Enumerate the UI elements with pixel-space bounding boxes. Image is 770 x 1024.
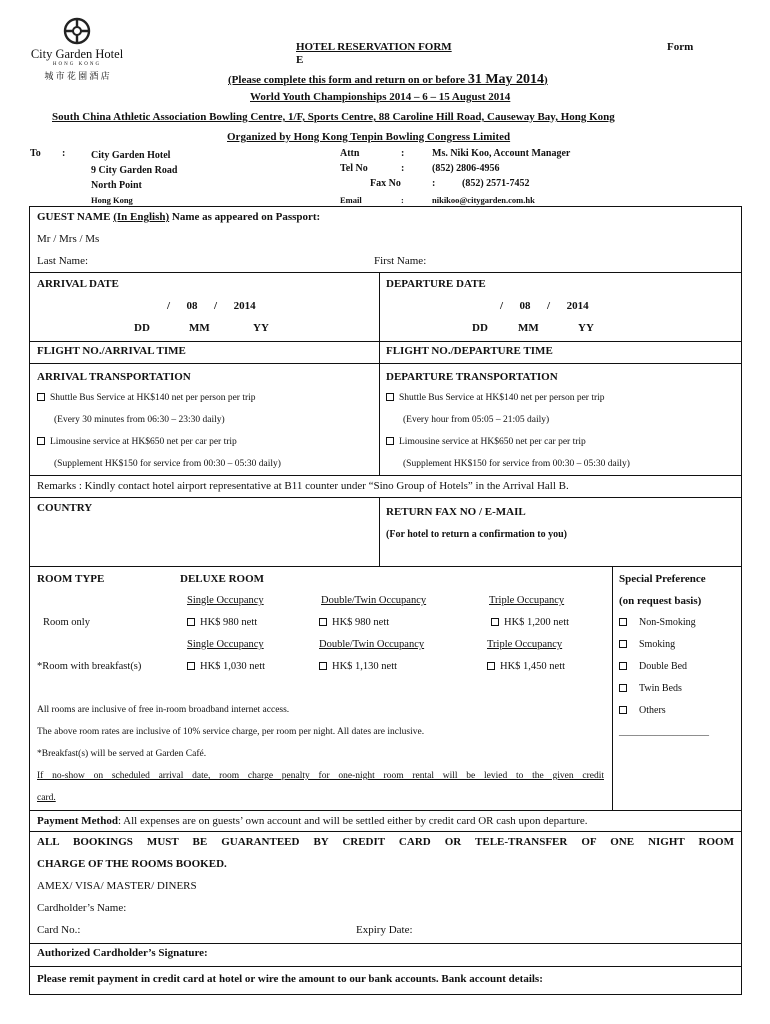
single-occupancy-header: Single Occupancy: [187, 595, 264, 606]
arrival-date-label: ARRIVAL DATE: [37, 278, 119, 290]
instruction-text: (Please complete this form and return on or before: [228, 74, 468, 86]
arrival-shuttle-text: Shuttle Bus Service at HK$140 net per person per trip: [50, 393, 256, 403]
checkbox[interactable]: [619, 706, 627, 714]
email-label: Email: [340, 195, 362, 205]
cardholder-name-field[interactable]: Cardholder’s Name:: [37, 902, 127, 914]
last-name-field[interactable]: Last Name:: [37, 255, 89, 267]
price: HK$ 980 nett: [200, 617, 258, 628]
double-occupancy-header: Double/Twin Occupancy: [321, 595, 427, 606]
price: HK$ 1,030 nett: [200, 661, 266, 672]
address-line: City Garden Hotel: [91, 150, 171, 161]
departure-limo-note: (Supplement HK$150 for service from 00:30 – 05:30 daily): [403, 459, 630, 469]
guest-label-passport: Name as appeared on Passport:: [169, 211, 321, 223]
arrival-mm: MM: [189, 322, 210, 334]
email-colon: :: [401, 195, 404, 205]
room-note: The above room rates are inclusive of 10% service charge, per room per night. All dates are inclusive.: [37, 727, 425, 737]
guarantee-notice-end: CHARGE OF THE ROOMS BOOKED.: [37, 858, 227, 870]
hotel-logo: [22, 16, 132, 86]
room-only-label: Room only: [43, 617, 90, 628]
price: HK$ 1,130 nett: [332, 661, 398, 672]
email-value: nikikoo@citygarden.com.hk: [432, 195, 535, 205]
arrival-limo-note: (Supplement HK$150 for service from 00:30 – 05:30 daily): [54, 459, 281, 469]
remit-instructions: Please remit payment in credit card at hotel or wire the amount to our bank accounts. Bank account details:: [37, 973, 543, 985]
preference-title: Special Preference: [619, 573, 706, 585]
room-note: All rooms are inclusive of free in-room broadband internet access.: [37, 705, 290, 715]
form-title: HOTEL RESERVATION FORM: [296, 41, 452, 53]
tel-label: Tel No: [340, 163, 368, 174]
logo-sub: HONG KONG: [52, 62, 102, 67]
breakfast-label: *Room with breakfast(s): [37, 661, 142, 672]
logo-emblem-icon: [62, 16, 92, 46]
return-fax-note: (For hotel to return a confirmation to you): [386, 529, 567, 540]
arrival-shuttle-note: (Every 30 minutes from 06:30 – 23:30 daily): [54, 415, 225, 425]
price: HK$ 1,450 nett: [500, 661, 566, 672]
attn-label: Attn: [340, 148, 360, 159]
room-note: *Breakfast(s) will be served at Garden Café.: [37, 749, 207, 759]
departure-limo-text: Limousine service at HK$650 net per car per trip: [399, 437, 586, 447]
room-only-double[interactable]: [319, 617, 389, 628]
tel-value: (852) 2806-4956: [432, 163, 500, 174]
deluxe-room-label: DELUXE ROOM: [180, 573, 265, 585]
checkbox[interactable]: [37, 437, 45, 445]
venue: South China Athletic Association Bowling Centre, 1/F, Sports Centre, 88 Caroline Hill Road, Causeway Bay, Hong Kong: [52, 111, 615, 123]
deadline-date: 31 May 2014: [467, 72, 545, 87]
pref-double-bed[interactable]: [619, 661, 687, 672]
pref-non-smoking[interactable]: [619, 617, 696, 628]
form-label: Form: [667, 41, 694, 53]
room-only-single[interactable]: [187, 617, 257, 628]
instruction: [228, 72, 548, 88]
checkbox[interactable]: [491, 618, 499, 626]
checkbox[interactable]: [386, 393, 394, 401]
attn-value: Ms. Niki Koo, Account Manager: [432, 148, 571, 159]
noshow-policy-end: card.: [37, 793, 56, 803]
triple-occupancy-header: Triple Occupancy: [489, 595, 565, 606]
arrival-limo-option[interactable]: [37, 437, 237, 447]
payment-method: [37, 815, 588, 827]
pref-label: Twin Beds: [639, 683, 682, 694]
arrival-dd: DD: [134, 322, 150, 334]
checkbox[interactable]: [319, 618, 327, 626]
organizer: Organized by Hong Kong Tenpin Bowling Congress Limited: [227, 131, 511, 143]
arrival-limo-text: Limousine service at HK$650 net per car per trip: [50, 437, 237, 447]
checkbox[interactable]: [386, 437, 394, 445]
attn-colon: :: [401, 148, 405, 159]
checkbox[interactable]: [319, 662, 327, 670]
checkbox[interactable]: [619, 618, 627, 626]
departure-dd: DD: [472, 322, 488, 334]
address-line: 9 City Garden Road: [91, 165, 178, 176]
arrival-shuttle-option[interactable]: [37, 393, 256, 403]
pref-others-blank[interactable]: ____________________: [619, 727, 709, 737]
instruction-end: ): [544, 74, 548, 86]
flight-departure-label[interactable]: FLIGHT NO./DEPARTURE TIME: [386, 345, 553, 357]
arrival-yy: YY: [253, 322, 269, 334]
room-type-label: ROOM TYPE: [37, 573, 105, 585]
pref-label: Non-Smoking: [639, 617, 696, 628]
checkbox[interactable]: [187, 618, 195, 626]
triple-occupancy-header-2: Triple Occupancy: [487, 639, 563, 650]
fax-colon: :: [432, 178, 436, 189]
breakfast-double[interactable]: [319, 661, 397, 672]
checkbox[interactable]: [187, 662, 195, 670]
payment-method-text: : All expenses are on guests’ own account and will be settled either by credit card OR cash upon departure.: [117, 815, 588, 827]
logo-name: City Garden Hotel: [30, 47, 124, 61]
departure-mm: MM: [518, 322, 539, 334]
country-field[interactable]: COUNTRY: [37, 502, 93, 514]
breakfast-single[interactable]: [187, 661, 265, 672]
departure-date-field[interactable]: / 08 / 2014: [500, 300, 589, 312]
guest-label-text: GUEST NAME: [37, 211, 114, 223]
departure-yy: YY: [578, 322, 594, 334]
guest-name-label: [37, 211, 320, 223]
noshow-policy: If no-show on scheduled arrival date, room charge penalty for one-night room rental will be levied to the given credit: [37, 771, 604, 781]
checkbox[interactable]: [487, 662, 495, 670]
departure-limo-option[interactable]: [386, 437, 586, 447]
address-line: Hong Kong: [91, 195, 133, 205]
arrival-date-field[interactable]: / 08 / 2014: [167, 300, 256, 312]
pref-label: Smoking: [639, 639, 676, 650]
breakfast-triple[interactable]: [487, 661, 565, 672]
expiry-date-field[interactable]: Expiry Date:: [356, 924, 413, 936]
form-title-wrap: E: [296, 54, 304, 66]
remarks: Remarks : Kindly contact hotel airport representative at B11 counter under “Sino Group of Hotels” in the Arrival Hall B.: [37, 480, 569, 492]
guest-label-english: (In English): [113, 211, 170, 223]
event-title: World Youth Championships 2014 – 6 – 15 August 2014: [250, 91, 511, 103]
departure-shuttle-option[interactable]: [386, 393, 605, 403]
accepted-cards: AMEX/ VISA/ MASTER/ DINERS: [37, 880, 197, 892]
departure-shuttle-text: Shuttle Bus Service at HK$140 net per person per trip: [399, 393, 605, 403]
pref-label: Others: [639, 705, 666, 716]
return-fax-label[interactable]: RETURN FAX NO / E-MAIL: [386, 506, 526, 518]
guarantee-notice: ALL BOOKINGS MUST BE GUARANTEED BY CREDIT CARD OR TELE-TRANSFER OF ONE NIGHT ROOM: [37, 836, 734, 848]
pref-label: Double Bed: [639, 661, 688, 672]
single-occupancy-header-2: Single Occupancy: [187, 639, 264, 650]
guest-title-options[interactable]: Mr / Mrs / Ms: [37, 233, 100, 245]
flight-arrival-label[interactable]: FLIGHT NO./ARRIVAL TIME: [37, 345, 186, 357]
pref-twin-beds[interactable]: [619, 683, 682, 694]
checkbox[interactable]: [37, 393, 45, 401]
fax-label: Fax No: [370, 178, 401, 189]
payment-method-label: Payment Method: [37, 815, 118, 827]
fax-value: (852) 2571-7452: [462, 178, 530, 189]
checkbox[interactable]: [619, 662, 627, 670]
address-line: North Point: [91, 180, 142, 191]
checkbox[interactable]: [619, 640, 627, 648]
hotel-address: [91, 148, 177, 208]
card-number-field[interactable]: Card No.:: [37, 924, 81, 936]
price: HK$ 980 nett: [332, 617, 390, 628]
departure-transport-label: DEPARTURE TRANSPORTATION: [386, 371, 558, 383]
pref-smoking[interactable]: [619, 639, 675, 650]
pref-others[interactable]: [619, 705, 666, 716]
price: HK$ 1,200 nett: [504, 617, 570, 628]
to-label: To: [30, 148, 41, 159]
checkbox[interactable]: [619, 684, 627, 692]
departure-date-label: DEPARTURE DATE: [386, 278, 486, 290]
to-colon: :: [62, 148, 66, 159]
room-only-triple[interactable]: [491, 617, 569, 628]
tel-colon: :: [401, 163, 405, 174]
signature-field[interactable]: Authorized Cardholder’s Signature:: [37, 947, 208, 959]
first-name-field[interactable]: First Name:: [374, 255, 427, 267]
departure-shuttle-note: (Every hour from 05:05 – 21:05 daily): [403, 415, 550, 425]
logo-chinese: 城 市 花 園 酒 店: [44, 71, 110, 81]
arrival-transport-label: ARRIVAL TRANSPORTATION: [37, 371, 191, 383]
double-occupancy-header-2: Double/Twin Occupancy: [319, 639, 425, 650]
preference-subtitle: (on request basis): [619, 595, 702, 607]
